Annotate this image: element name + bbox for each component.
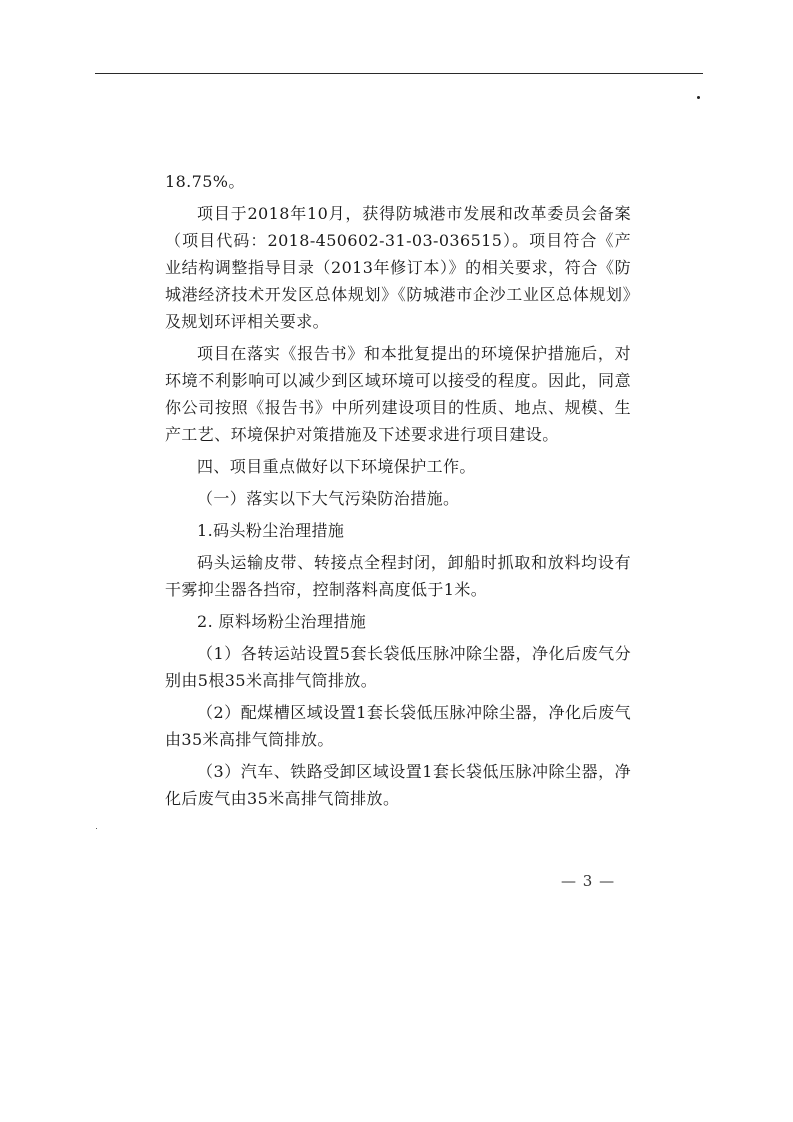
paragraph-coal-blending: （2）配煤槽区域设置1套长袋低压脉冲除尘器，净化后废气由35米高排气筒排放。 bbox=[165, 703, 631, 749]
paragraph-unloading-area: （3）汽车、铁路受卸区域设置1套长袋低压脉冲除尘器，净化后废气由35米高排气筒排放。 bbox=[165, 762, 631, 808]
subsection-heading-air: （一）落实以下大气污染防治措施。 bbox=[197, 489, 460, 508]
paragraph-approval: 项目在落实《报告书》和本批复提出的环境保护措施后，对环境不利影响可以减少到区域环境可以接受的程度。因此，同意你公司按照《报告书》中所列建设项目的性质、地点、规模、生产工艺、环境保护对策措施及下述要求进行项目建设。 bbox=[165, 344, 631, 444]
scan-speck-left bbox=[96, 828, 97, 829]
scan-speck bbox=[697, 96, 700, 99]
paragraph-continuation: 18.75%。 bbox=[165, 172, 245, 191]
page-number: — 3 — bbox=[561, 872, 616, 890]
item-heading-dock-dust: 1.码头粉尘治理措施 bbox=[197, 521, 345, 540]
paragraph-project-filing: 项目于2018年10月，获得防城港市发展和改革委员会备案（项目代码：2018-450602-31-03-036515）。项目符合《产业结构调整指导目录（2013年修订本）》的相关要求，符合《防城港经济技术开发区总体规划》《防城港市企沙工业区总体规划》及规划环评相关要求。 bbox=[165, 204, 631, 331]
paragraph-transfer-stations: （1）各转运站设置5套长袋低压脉冲除尘器，净化后废气分别由5根35米高排气筒排放。 bbox=[165, 644, 631, 690]
paragraph-dock-dust: 码头运输皮带、转接点全程封闭，卸船时抓取和放料均设有干雾抑尘器各挡帘，控制落料高度低于1米。 bbox=[165, 553, 631, 599]
section-heading-four: 四、项目重点做好以下环境保护工作。 bbox=[197, 457, 476, 476]
item-heading-yard-dust: 2. 原料场粉尘治理措施 bbox=[197, 612, 367, 631]
header-rule bbox=[95, 73, 703, 74]
document-body bbox=[165, 168, 631, 812]
